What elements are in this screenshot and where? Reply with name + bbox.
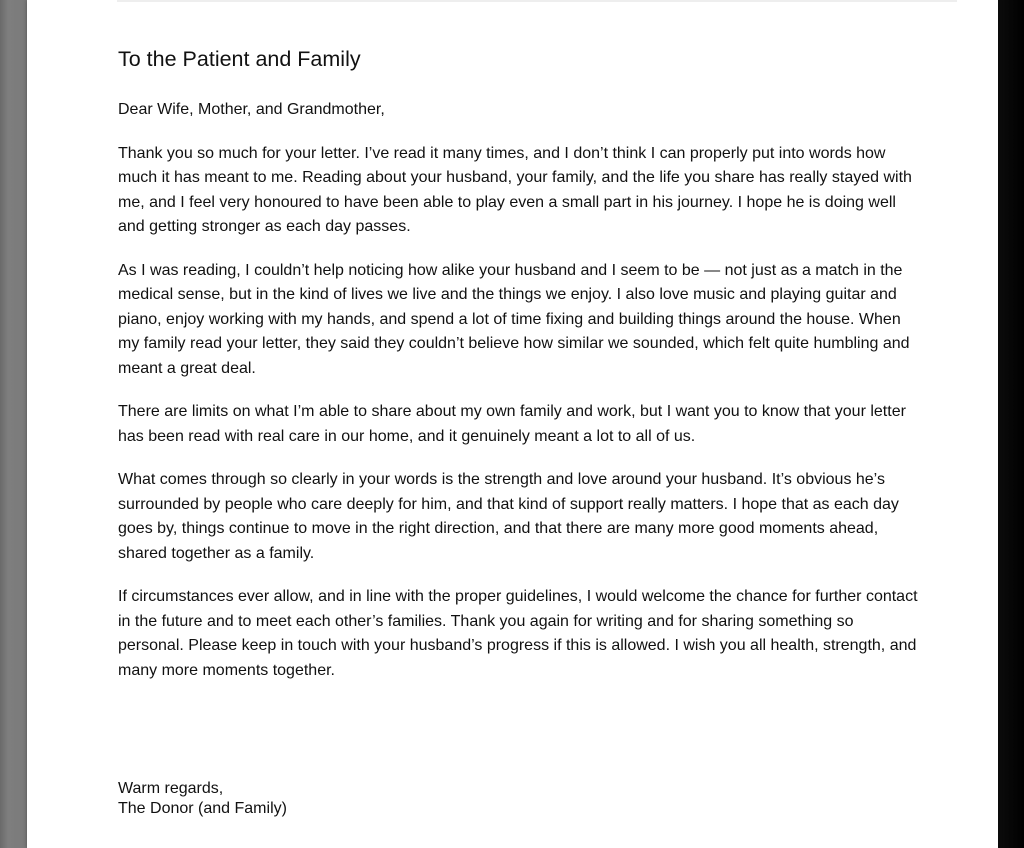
letter-page (27, 0, 998, 848)
letter-paragraph-3: There are limits on what I’m able to share about my own family and work, but I want you to know that your letter has been read with real care in our home, and it genuinely meant a lot to all of us. (118, 403, 906, 445)
letter-body (118, 44, 918, 683)
letter-paragraph-1: Thank you so much for your letter. I’ve read it many times, and I don’t think I can properly put into words how much it has meant to me. Reading about your husband, your family, and the life you share has really stayed with me, and I feel very honoured to have been able to play even a small part in his journey. I hope he is doing well and getting stronger as each day passes. (118, 144, 912, 235)
letter-paragraph-2: As I was reading, I couldn’t help noticing how alike your husband and I seem to be — not just as a match in the medical sense, but in the kind of lives we live and the things we enjoy. I also love music and playing guitar and piano, enjoy working with my hands, and spend a lot of time fixing and building things around the house. When my family read your letter, they said they couldn’t believe how similar we sounded, which felt quite humbling and meant a great deal. (118, 261, 910, 377)
letter-salutation: Dear Wife, Mother, and Grandmother, (118, 101, 385, 118)
page-top-edge (117, 0, 957, 2)
letter-closing-block (118, 779, 287, 819)
letter-title: To the Patient and Family (118, 47, 361, 71)
letter-closing: Warm regards, (118, 780, 224, 797)
letter-paragraph-5: If circumstances ever allow, and in line with the proper guidelines, I would welcome the chance for further contact in the future and to meet each other’s families. Thank you again for writing and for sharing something so personal. Please keep in touch with your husband’s progress if this is allowed. I wish you all health, strength, and many more moments together. (118, 588, 918, 679)
letter-signature: The Donor (and Family) (118, 800, 287, 817)
letter-paragraph-4: What comes through so clearly in your words is the strength and love around your husband. It’s obvious he’s surrounded by people who care deeply for him, and that kind of support really matters. I hope that as each day goes by, things continue to move in the right direction, and that there are many more good moments ahead, shared together as a family. (118, 471, 899, 562)
